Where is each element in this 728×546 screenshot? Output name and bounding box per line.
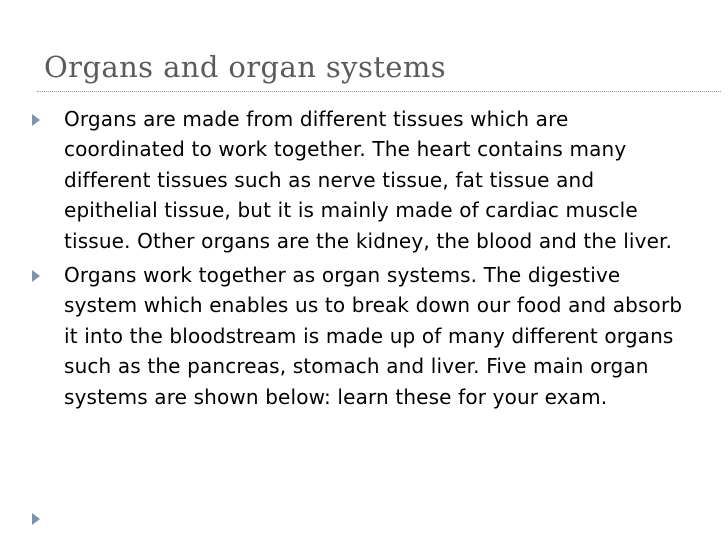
bullet-list <box>32 104 692 416</box>
bullet-item <box>32 104 692 256</box>
bullet-text: Organs are made from different tissues which are coordinated to work together. The heart contains many different tissues such as nerve tissue, fat tissue and epithelial tissue, but it is mainly made of cardiac muscle tissue. Other organs are the kidney, the blood and the liver. <box>64 107 673 253</box>
triangle-right-icon <box>32 270 40 282</box>
title-divider <box>37 91 721 92</box>
bullet-text: Organs work together as organ systems. The digestive system which enables us to break down our food and absorb it into the bloodstream is made up of many different organs such as the pancreas, stomach and liver. Five main organ systems are shown below: learn these for your exam. <box>64 263 683 409</box>
slide-title: Organs and organ systems <box>44 50 447 84</box>
bullet-item <box>32 260 692 412</box>
triangle-right-icon <box>32 114 40 126</box>
empty-bullet-triangle-right-icon <box>32 513 40 525</box>
